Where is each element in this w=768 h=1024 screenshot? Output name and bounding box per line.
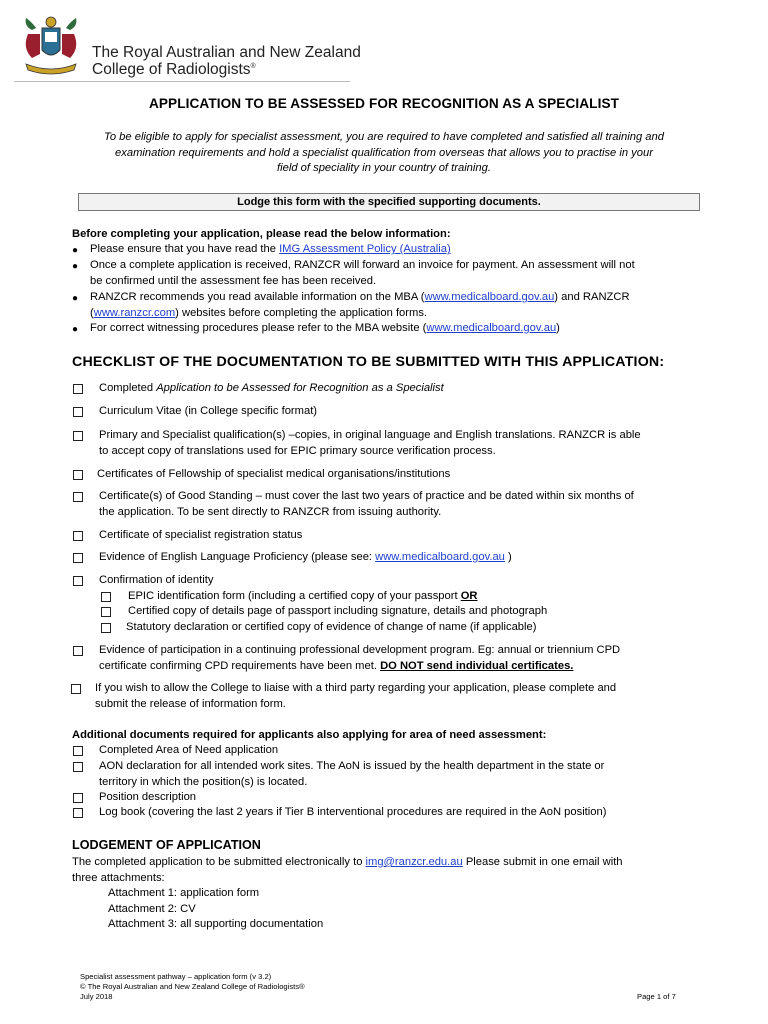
checkbox-icon[interactable] — [73, 407, 83, 417]
lodge-notice-box: Lodge this form with the specified supporting documents. — [78, 193, 700, 211]
org-name-line1: The Royal Australian and New Zealand — [92, 44, 361, 61]
checklist-item-registration: Certificate of specialist registration status — [99, 529, 303, 541]
checklist-heading: CHECKLIST OF THE DOCUMENTATION TO BE SUBMITTED WITH THIS APPLICATION: — [72, 354, 665, 370]
aon-item-logbook: Log book (covering the last 2 years if Tier B interventional procedures are required in the AoN position) — [99, 806, 607, 818]
bullet-item-witnessing: For correct witnessing procedures please refer to the MBA website (www.medicalboard.gov.au) — [90, 322, 560, 334]
checkbox-icon[interactable] — [101, 623, 111, 633]
intro-paragraph: To be eligible to apply for specialist assessment, you are required to have completed and satisfied all training and examination requirements and hold a specialist qualification from overseas that allows you to practise in your field of speciality in your country of training. — [104, 131, 664, 174]
checkbox-icon[interactable] — [101, 592, 111, 602]
page-number: Page 1 of 7 — [637, 992, 676, 1001]
checkbox-icon[interactable] — [73, 531, 83, 541]
checklist-item-cv: Curriculum Vitae (in College specific format) — [99, 405, 318, 417]
org-name-line2: College of Radiologists® — [92, 61, 256, 78]
checkbox-icon[interactable] — [73, 576, 83, 586]
checkbox-icon[interactable] — [73, 762, 83, 772]
checklist-item-english: Evidence of English Language Proficiency (please see: www.medicalboard.gov.au ) — [99, 551, 512, 563]
checklist-item-application: Completed Application to be Assessed for Recognition as a Specialist — [99, 382, 444, 394]
coat-of-arms-icon — [18, 14, 84, 78]
checklist-item-cpd: Evidence of participation in a continuing professional development program. Eg: annual or triennium CPD certificate confirming CPD requirements have been met. DO NOT send individual certificates. — [99, 644, 621, 672]
medicalboard-link[interactable]: www.medicalboard.gov.au — [375, 551, 505, 563]
checklist-item-third-party: If you wish to allow the College to liaise with a third party regarding your application, please complete and submit the release of information form. — [95, 682, 617, 710]
checkbox-icon[interactable] — [73, 808, 83, 818]
checkbox-icon[interactable] — [73, 553, 83, 563]
medicalboard-link[interactable]: www.medicalboard.gov.au — [426, 322, 557, 334]
checkbox-icon[interactable] — [71, 684, 81, 694]
sub-item-epic: EPIC identification form (including a certified copy of your passport OR — [128, 590, 478, 602]
checkbox-icon[interactable] — [73, 746, 83, 756]
aon-item-application: Completed Area of Need application — [99, 744, 279, 756]
checkbox-icon[interactable] — [73, 431, 83, 441]
checkbox-icon[interactable] — [73, 646, 83, 656]
attachment-2: Attachment 2: CV — [108, 903, 196, 915]
checkbox-icon[interactable] — [73, 384, 83, 394]
img-policy-link[interactable]: IMG Assessment Policy (Australia) — [279, 243, 451, 255]
checklist-item-qualifications: Primary and Specialist qualification(s) –copies, in original language and English translations. RANZCR is able to accept copy of translations used for EPIC primary source verification process. — [99, 429, 641, 457]
checkbox-icon[interactable] — [73, 793, 83, 803]
checklist-item-fellowship: Certificates of Fellowship of specialist medical organisations/institutions — [97, 468, 451, 480]
sub-item-passport: Certified copy of details page of passport including signature, details and photograph — [128, 605, 548, 617]
ranzcr-link[interactable]: www.ranzcr.com — [93, 306, 176, 319]
aon-item-declaration: AON declaration for all intended work sites. The AoN is issued by the health department in the state or territory in which the position(s) is located. — [99, 760, 605, 788]
checklist-item-good-standing: Certificate(s) of Good Standing – must cover the last two years of practice and be dated within six months of the application. To be sent directly to RANZCR from issuing authority. — [99, 490, 634, 518]
attachment-3: Attachment 3: all supporting documentation — [108, 918, 324, 930]
checkbox-icon[interactable] — [101, 607, 111, 617]
lodgement-text: The completed application to be submitted electronically to img@ranzcr.edu.au Please submit in one email with three attachments: — [72, 856, 623, 884]
bullet-icon: ● — [72, 293, 79, 304]
email-link[interactable]: img@ranzcr.edu.au — [365, 856, 463, 868]
lodgement-heading: LODGEMENT OF APPLICATION — [72, 838, 261, 852]
bullet-icon: ● — [72, 324, 79, 335]
checkbox-icon[interactable] — [73, 492, 83, 502]
aon-heading: Additional documents required for applicants also applying for area of need assessment: — [72, 729, 547, 741]
medicalboard-link[interactable]: www.medicalboard.gov.au — [424, 291, 555, 303]
checklist-item-identity: Confirmation of identity — [99, 574, 214, 586]
before-heading: Before completing your application, please read the below information: — [72, 228, 451, 240]
footer-text: Specialist assessment pathway – application form (v 3.2) © The Royal Australian and New Zealand College of Radiologists® July 2018 — [80, 972, 305, 1001]
bullet-item-mba: RANZCR recommends you read available information on the MBA (www.medicalboard.gov.au) and RANZCR (www.ranzcr.com) websites before completing the application forms. — [90, 291, 630, 319]
page-title: APPLICATION TO BE ASSESSED FOR RECOGNITION AS A SPECIALIST — [148, 96, 620, 111]
bullet-icon: ● — [72, 245, 79, 256]
header-divider — [14, 81, 350, 82]
bullet-icon: ● — [72, 261, 79, 272]
aon-item-position: Position description — [99, 791, 197, 803]
checkbox-icon[interactable] — [73, 470, 83, 480]
bullet-item-policy: Please ensure that you have read the IMG Assessment Policy (Australia) — [90, 243, 451, 255]
sub-item-statutory: Statutory declaration or certified copy of evidence of change of name (if applicable) — [126, 621, 537, 633]
attachment-1: Attachment 1: application form — [108, 887, 260, 899]
bullet-item-invoice: Once a complete application is received, RANZCR will forward an invoice for payment. An assessment will not be confirmed until the assessment fee has been received. — [90, 259, 635, 287]
